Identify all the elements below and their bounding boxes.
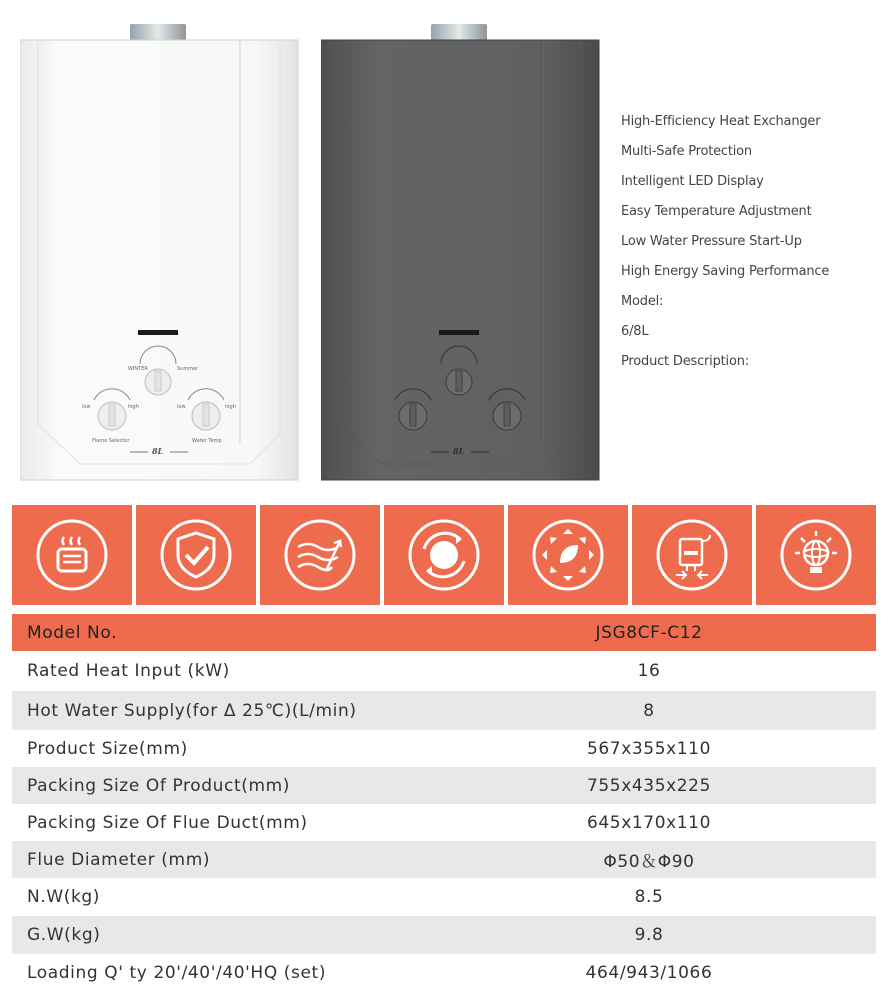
- spec-label: Loading Q' ty 20'/40'/40'HQ (set): [27, 963, 327, 983]
- table-row: [12, 878, 876, 916]
- icon-tile: [508, 505, 628, 605]
- spec-table: [12, 614, 876, 992]
- capacity-label: 8L: [152, 446, 164, 456]
- high-label-right: high: [225, 404, 236, 410]
- water-pressure-icon: [654, 517, 730, 593]
- summer-label: Summer: [177, 366, 199, 372]
- energy-saving-icon: [778, 517, 854, 593]
- table-row: [12, 916, 876, 954]
- table-row: [12, 651, 876, 691]
- model-value: 6/8L: [621, 324, 649, 339]
- spec-label: Hot Water Supply(for Δ 25℃)(L/min): [27, 700, 357, 721]
- spec-value: 567x355x110: [586, 738, 712, 759]
- feature-list: [621, 112, 871, 382]
- capacity-label-grey: 8L: [453, 446, 465, 456]
- feature-icon-band: [12, 505, 876, 605]
- spec-value: 755x435x225: [586, 775, 712, 796]
- wind-arrow-icon: [282, 517, 358, 593]
- table-row: [12, 691, 876, 730]
- feature-item: High-Efficiency Heat Exchanger: [621, 114, 821, 129]
- icon-tile: [756, 505, 876, 605]
- heat-exchanger-icon: [34, 517, 110, 593]
- rotation-icon: [406, 517, 482, 593]
- winter-label: WINTER: [128, 366, 148, 372]
- spec-value: 464/943/1066: [585, 963, 713, 983]
- grey-heater-image: [321, 24, 601, 482]
- feature-item: Easy Temperature Adjustment: [621, 204, 812, 219]
- spec-label: Packing Size Of Product(mm): [27, 775, 290, 796]
- icon-tile: [384, 505, 504, 605]
- white-heater-image: [20, 24, 300, 482]
- spec-label: G.W(kg): [27, 925, 101, 945]
- spec-value: Φ50＆Φ90: [603, 852, 695, 872]
- table-row: [12, 767, 876, 804]
- spec-value: 8.5: [634, 887, 664, 907]
- table-row: [12, 954, 876, 992]
- spec-label: Rated Heat Input (kW): [27, 661, 230, 681]
- spec-value: 16: [637, 661, 661, 681]
- table-row: [12, 730, 876, 767]
- spec-value: 8: [643, 700, 655, 721]
- model-no-value: JSG8CF-C12: [595, 622, 703, 643]
- safety-shield-icon: [158, 517, 234, 593]
- icon-tile: [632, 505, 752, 605]
- spec-value: 9.8: [634, 925, 664, 945]
- eco-leaf-cycle-icon: [530, 517, 606, 593]
- feature-item: Low Water Pressure Start-Up: [621, 234, 802, 249]
- product-description-label: Product Description:: [621, 354, 749, 369]
- table-row: [12, 804, 876, 841]
- flame-selector-label: Flame Selector: [92, 438, 130, 444]
- feature-item: High Energy Saving Performance: [621, 264, 830, 279]
- spec-value: 645x170x110: [586, 812, 712, 833]
- spec-label: Packing Size Of Flue Duct(mm): [27, 812, 308, 833]
- low-label-right: low: [177, 404, 186, 410]
- feature-item: Intelligent LED Display: [621, 174, 764, 189]
- low-label-left: low: [82, 404, 91, 410]
- spec-header-row: [12, 614, 876, 651]
- spec-label: N.W(kg): [27, 887, 101, 907]
- feature-item: Multi-Safe Protection: [621, 144, 752, 159]
- icon-tile: [260, 505, 380, 605]
- model-label: Model:: [621, 294, 664, 309]
- table-row: [12, 841, 876, 878]
- icon-tile: [136, 505, 256, 605]
- high-label-left: high: [128, 404, 139, 410]
- water-temp-label: Water Temp: [192, 438, 222, 444]
- icon-tile: [12, 505, 132, 605]
- spec-label: Flue Diameter (mm): [27, 849, 211, 870]
- spec-label: Product Size(mm): [27, 738, 188, 759]
- model-no-label: Model No.: [27, 622, 118, 643]
